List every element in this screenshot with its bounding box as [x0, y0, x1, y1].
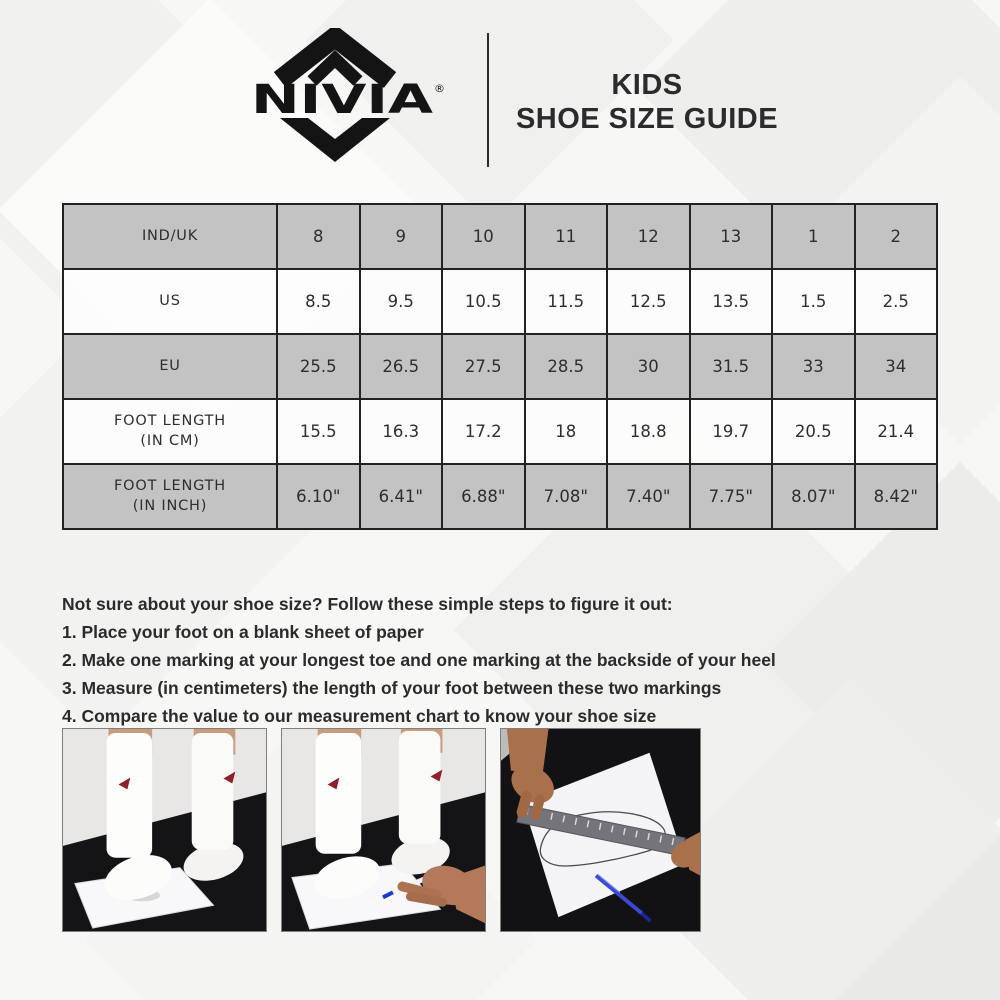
step-photos — [62, 728, 701, 932]
instruction-step-2: 2. Make one marking at your longest toe and one marking at the backside of your heel — [62, 650, 776, 670]
size-value-cell: 13.5 — [690, 269, 773, 334]
left-sock — [107, 733, 153, 858]
size-table-row — [63, 204, 937, 269]
title-line-shoe-size-guide: SHOE SIZE GUIDE — [515, 103, 779, 135]
size-table-row — [63, 269, 937, 334]
size-table-row — [63, 464, 937, 529]
size-table — [62, 203, 938, 530]
size-value-cell: 8 — [277, 204, 360, 269]
size-value-cell: 18.8 — [607, 399, 690, 464]
right-sock — [399, 731, 441, 844]
title-line-kids: KIDS — [611, 69, 683, 101]
row-label: EU — [63, 334, 277, 399]
size-value-cell: 31.5 — [690, 334, 773, 399]
size-value-cell: 33 — [772, 334, 855, 399]
size-table-body — [63, 204, 937, 529]
instruction-step-3: 3. Measure (in centimeters) the length of your foot between these two markings — [62, 678, 722, 698]
size-value-cell: 2.5 — [855, 269, 938, 334]
row-label: FOOT LENGTH (IN CM) — [63, 399, 277, 464]
left-sock — [316, 733, 362, 854]
size-value-cell: 10.5 — [442, 269, 525, 334]
size-value-cell: 2 — [855, 204, 938, 269]
size-value-cell: 28.5 — [525, 334, 608, 399]
size-value-cell: 17.2 — [442, 399, 525, 464]
size-value-cell: 6.88" — [442, 464, 525, 529]
size-value-cell: 7.75" — [690, 464, 773, 529]
size-value-cell: 7.08" — [525, 464, 608, 529]
row-label: IND/UK — [63, 204, 277, 269]
size-value-cell: 10 — [442, 204, 525, 269]
size-value-cell: 6.41" — [360, 464, 443, 529]
header-divider — [487, 33, 489, 167]
photo-measure-outline — [500, 728, 701, 932]
row-label: FOOT LENGTH (IN INCH) — [63, 464, 277, 529]
size-value-cell: 8.5 — [277, 269, 360, 334]
size-value-cell: 21.4 — [855, 399, 938, 464]
size-value-cell: 6.10" — [277, 464, 360, 529]
size-value-cell: 19.7 — [690, 399, 773, 464]
size-table-row — [63, 399, 937, 464]
size-value-cell: 7.40" — [607, 464, 690, 529]
page-title — [492, 68, 802, 136]
size-value-cell: 18 — [525, 399, 608, 464]
size-value-cell: 30 — [607, 334, 690, 399]
size-value-cell: 1.5 — [772, 269, 855, 334]
photo-mark-toe — [281, 728, 486, 932]
size-value-cell: 1 — [772, 204, 855, 269]
size-value-cell: 20.5 — [772, 399, 855, 464]
size-value-cell: 9.5 — [360, 269, 443, 334]
size-value-cell: 34 — [855, 334, 938, 399]
measurement-instructions — [62, 590, 882, 730]
size-table-row — [63, 334, 937, 399]
instruction-step-4: 4. Compare the value to our measurement chart to know your shoe size — [62, 706, 657, 726]
size-value-cell: 25.5 — [277, 334, 360, 399]
size-value-cell: 11.5 — [525, 269, 608, 334]
nivia-logo — [248, 28, 448, 173]
size-value-cell: 8.42" — [855, 464, 938, 529]
logo-brand-text: NIVIA — [251, 77, 434, 123]
size-value-cell: 12.5 — [607, 269, 690, 334]
size-value-cell: 8.07" — [772, 464, 855, 529]
logo-bottom-chevron — [280, 118, 390, 162]
photo-place-foot — [62, 728, 267, 932]
instruction-step-1: 1. Place your foot on a blank sheet of paper — [62, 622, 424, 642]
size-value-cell: 12 — [607, 204, 690, 269]
size-value-cell: 11 — [525, 204, 608, 269]
size-value-cell: 13 — [690, 204, 773, 269]
size-value-cell: 16.3 — [360, 399, 443, 464]
size-value-cell: 15.5 — [277, 399, 360, 464]
size-value-cell: 27.5 — [442, 334, 525, 399]
size-value-cell: 9 — [360, 204, 443, 269]
right-sock — [192, 733, 234, 850]
size-value-cell: 26.5 — [360, 334, 443, 399]
row-label: US — [63, 269, 277, 334]
registered-mark: ® — [434, 82, 445, 95]
instructions-intro: Not sure about your shoe size? Follow these simple steps to figure it out: — [62, 594, 673, 614]
